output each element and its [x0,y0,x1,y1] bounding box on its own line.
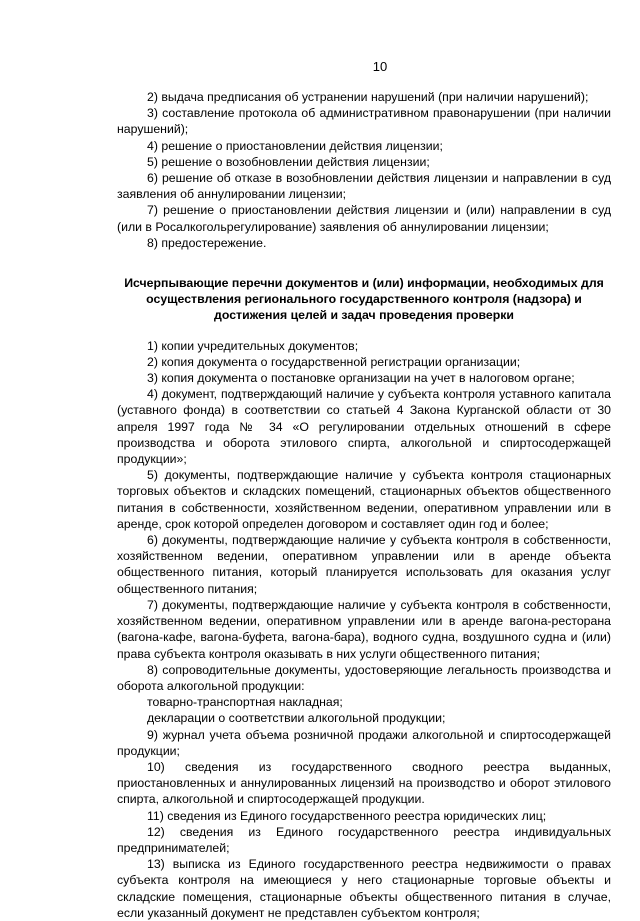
list-item: товарно-транспортная накладная; [147,695,343,710]
document-page [117,58,611,921]
list-item: 7) документы, подтверждающие наличие у субъекта контроля в собственности, хозяйственном ведении, оперативном управлении или в аренде вагона-ресторана (вагона-кафе, вагона-буфета, вагона-бара), водного судна, воздушного судна и (или) права субъекта контроля оказывать в них услуги общественного питания; [117,597,611,661]
list-item: 13) выписка из Единого государственного реестра недвижимости о правах субъекта контроля на имеющиеся у него стационарные торговые объекты и складские помещения, стационарные объекты общественного питания в случае, если указанный документ не представлен субъектом контроля; [117,857,611,920]
list-item: 12) сведения из Единого государственного реестра индивидуальных предпринимателей; [117,824,611,855]
page-number: 10 [372,59,388,74]
paragraph: 4) решение о приостановлении действия лицензии; [147,138,443,153]
list-item: 3) копия документа о постановке организации на учет в налоговом органе; [147,371,575,386]
list-item: 8) сопроводительные документы, удостоверяющие легальность производства и оборота алкогольной продукции: [117,662,611,693]
list-item: 2) копия документа о государственной регистрации организации; [147,354,521,369]
paragraph: 3) составление протокола об административном правонарушении (при наличии нарушений); [117,106,611,137]
list-item: 5) документы, подтверждающие наличие у субъекта контроля стационарных торговых объектов и складских помещений, стационарных объектов общественного питания в собственности, хозяйственном ведении, оперативном управлении или в аренде, срок которой определен договором и составляет один год и более; [117,468,611,531]
list-item: 11) сведения из Единого государственного реестра юридических лиц; [147,808,547,823]
list-item: 10) сведения из государственного сводного реестра выданных, приостановленных и аннулированных лицензий на производство и оборот этилового спирта, алкогольной и спиртосодержащей продукции. [117,759,611,807]
paragraph: 6) решение об отказе в возобновлении действия лицензии и направлении в суд заявления об аннулировании лицензии; [117,171,611,202]
list-item: 4) документ, подтверждающий наличие у субъекта контроля уставного капитала (уставного фонда) в соответствии со статьей 4 Закона Курганской области от 30 апреля 1997 года № 34 «О регулировании отдельных отношений в сфере производства и оборота этилового спирта, алкогольной и спиртосодержащей продукции»; [117,387,611,467]
paragraph: 5) решение о возобновлении действия лицензии; [147,154,430,169]
paragraph: 8) предостережение. [147,235,267,250]
list-item: 1) копии учредительных документов; [147,338,359,353]
list-item: 9) журнал учета объема розничной продажи алкогольной и спиртосодержащей продукции; [117,727,611,758]
list-item: 6) документы, подтверждающие наличие у субъекта контроля в собственности, хозяйственном ведении, оперативном управлении или в аренде объекта общественного питания, который планируется использовать для оказания услуг общественного питания; [117,533,611,596]
paragraph: 2) выдача предписания об устранении нарушений (при наличии нарушений); [147,90,589,104]
paragraph: 7) решение о приостановлении действия лицензии и (или) направлении в суд (или в Росалкогольрегулирование) заявления об аннулировании лицензии; [117,203,611,234]
paragraphs-top [117,89,611,251]
list-item: декларации о соответствии алкогольной продукции; [147,711,446,726]
section-heading: Исчерпывающие перечни документов и (или) информации, необходимых для осуществления регионального государственного контроля (надзора) и достижения целей и задач проведения проверки [124,276,604,323]
documents-list [117,338,611,921]
